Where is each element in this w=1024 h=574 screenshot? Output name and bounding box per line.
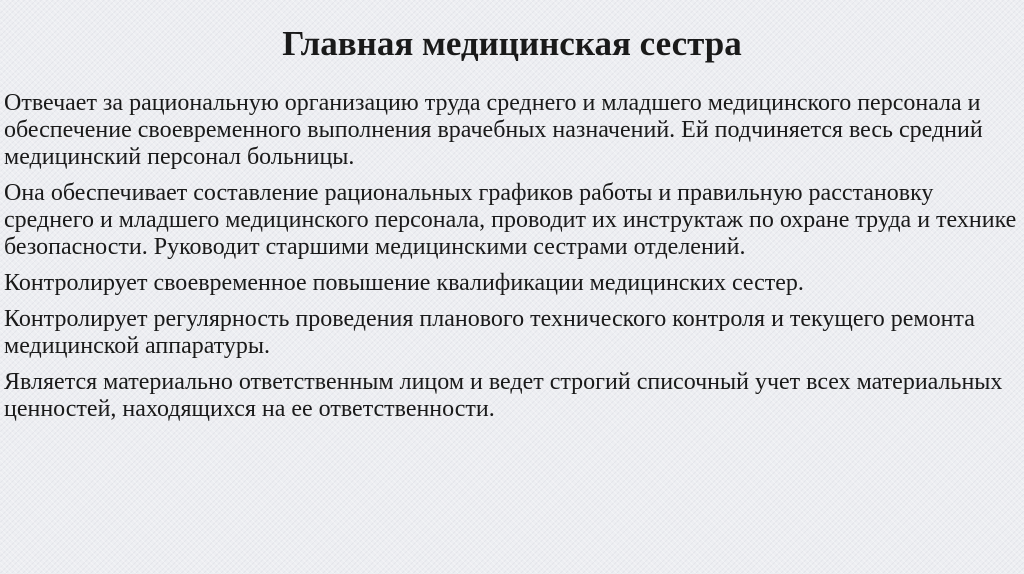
paragraph-responsibility: Отвечает за рациональную организацию труда среднего и младшего медицинского персонала и обеспечение своевременного выполнения врачебных назначений. Ей подчиняется весь средний медицинский персонал больницы.	[4, 90, 983, 170]
paragraph-equipment-control: Контролирует регулярность проведения планового технического контроля и текущего ремонта медицинской аппаратуры.	[4, 306, 975, 359]
paragraph-qualification: Контролирует своевременное повышение квалификации медицинских сестер.	[4, 270, 804, 296]
paragraph-schedules: Она обеспечивает составление рациональных графиков работы и правильную расстановку среднего и младшего медицинского персонала, проводит их инструктаж по охране труда и технике безопасности. Руководит старшими медицинскими сестрами отделений.	[4, 180, 1017, 260]
paragraph-material-accounting: Является материально ответственным лицом и ведет строгий списочный учет всех материальных ценностей, находящихся на ее ответственности.	[4, 369, 1003, 422]
slide-body	[4, 90, 1018, 432]
slide-title: Главная медицинская сестра	[282, 24, 742, 63]
